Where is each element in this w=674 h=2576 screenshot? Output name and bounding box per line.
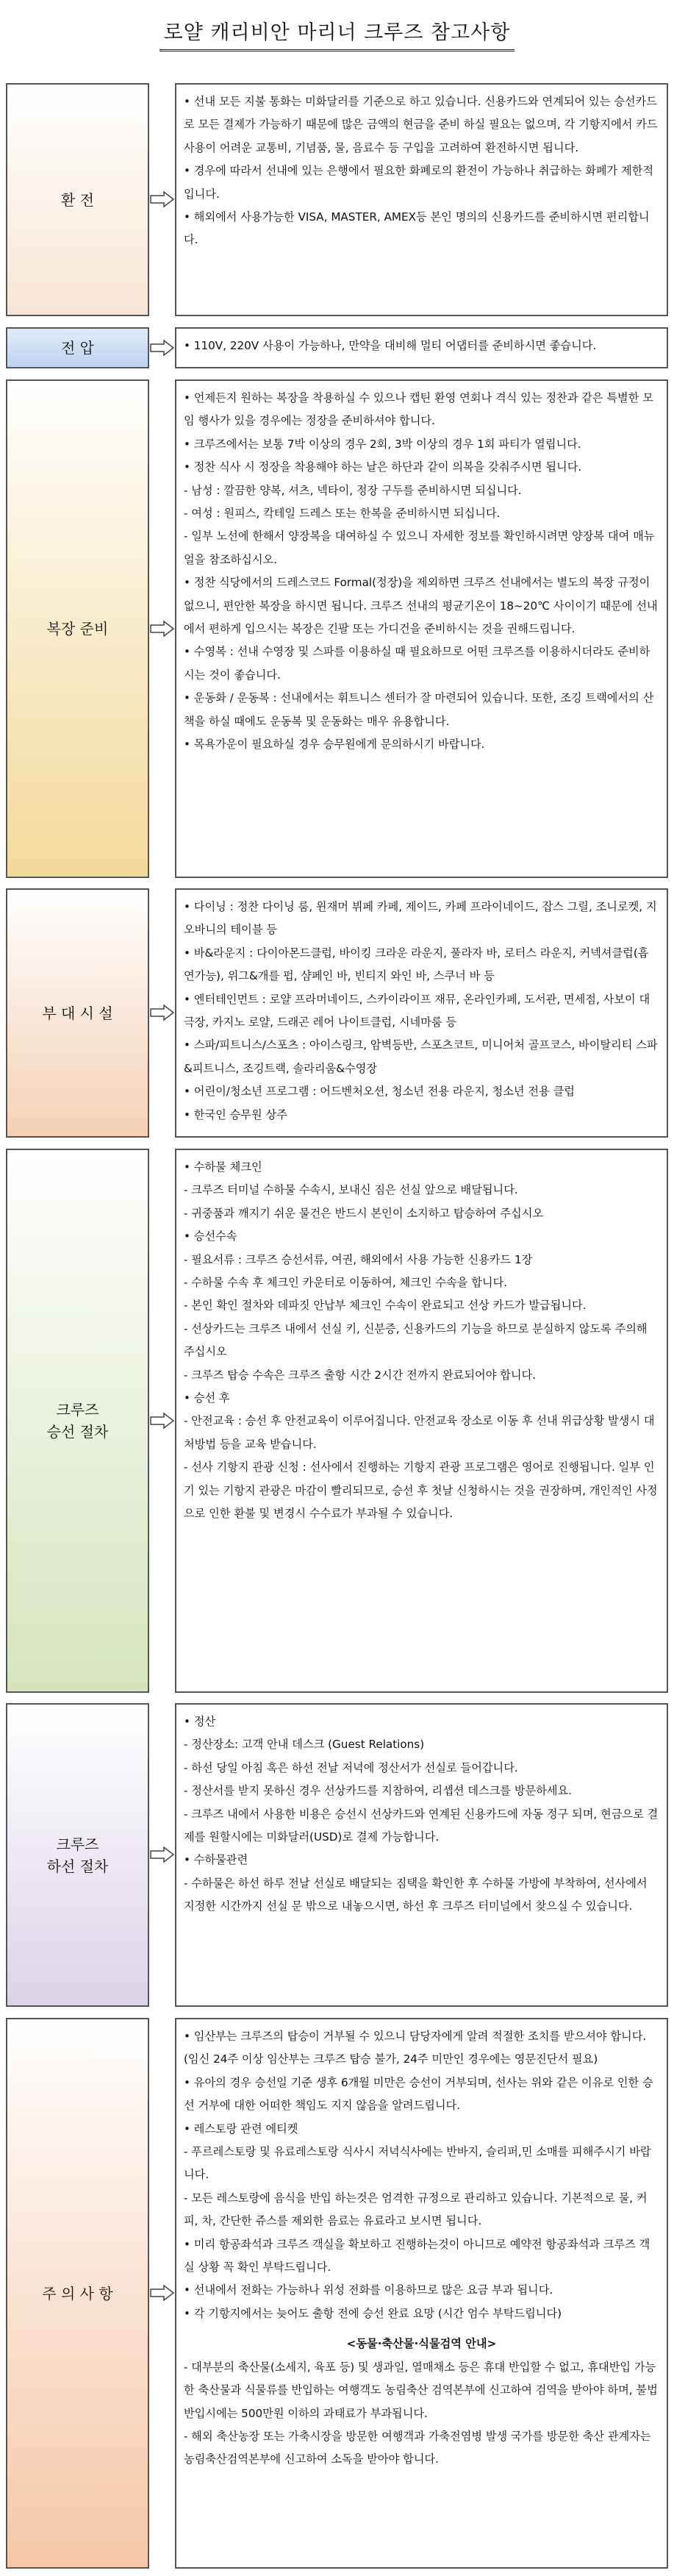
list-item: • 수영복 : 선내 수영장 및 스파를 이용하실 때 필요하므로 어떤 크루즈를 이용하시더라도 준비하시는 것이 좋습니다. <box>184 645 650 682</box>
list-item: • 스파/피트니스/스포츠 : 아이스링크, 암벽등반, 스포츠코트, 미니어처 골프코스, 바이탈리티 스파&피트니스, 조깅트랙, 솔라리움&수영장 <box>184 1038 658 1075</box>
list-item: - 선상카드는 크루즈 내에서 선실 키, 신분증, 신용카드의 기능을 하므로 분실하지 않도록 주의해 주십시오 <box>184 1321 648 1359</box>
section-label <box>6 2018 149 2569</box>
right-arrow-icon <box>149 2284 175 2302</box>
section-content <box>175 2018 668 2569</box>
list-item: - 남성 : 깔끔한 양복, 셔츠, 넥타이, 정장 구두를 준비하시면 되십니다. <box>184 483 522 497</box>
section-label <box>6 1703 149 2007</box>
list-item: • 어린이/청소년 프로그램 : 어드벤처오션, 청소년 전용 라운지, 청소년 전용 클럽 <box>184 1085 575 1099</box>
section-exchange <box>0 83 674 316</box>
list-item: • 미리 항공좌석과 크루즈 객실을 확보하고 진행하는것이 아니므로 예약전 항공좌석과 크루즈 객실 상황 꼭 확인 부탁드립니다. <box>184 2237 650 2274</box>
page-title: 로얄 캐리비안 마리너 크루즈 참고사항 <box>159 16 515 51</box>
section-label <box>6 1149 149 1693</box>
section-boarding <box>0 1149 674 1693</box>
section-content <box>175 327 668 368</box>
quarantine-heading: <동물·축산물·식물검역 안내> <box>346 2337 497 2351</box>
right-arrow-icon <box>149 190 175 208</box>
list-item: • 선내 모든 지불 통화는 미화달러를 기준으로 하고 있습니다. 신용카드와 연계되어 있는 승선카드로 모든 결제가 가능하기 때문에 많은 금액의 현금을 준비 하실 필요는 없으며, 각 기항지에서 카드 사용이 어려운 교통비, 기념품, 물, 음료수 등 구입을 고려하여 환전하시면 됩니다. <box>184 95 658 154</box>
right-arrow-icon <box>149 339 175 357</box>
section-label <box>6 888 149 1138</box>
section-content <box>175 1703 668 2007</box>
right-arrow-icon <box>149 1846 175 1863</box>
list-item: - 귀중품과 깨지기 쉬운 물건은 반드시 본인이 소지하고 탑승하여 주십시오 <box>184 1206 544 1220</box>
list-item: • 크루즈에서는 보통 7박 이상의 경우 2회, 3박 이상의 경우 1회 파티가 열립니다. <box>184 437 581 451</box>
list-item: - 본인 확인 절차와 데파짓 안납부 체크인 수속이 완료되고 선상 카드가 발급됩니다. <box>184 1299 587 1313</box>
list-item: - 정산서를 받지 못하신 경우 선상카드를 지참하여, 리셉션 데스크를 방문하세요. <box>184 1784 573 1798</box>
list-item: - 일부 노선에 한해서 양장복을 대여하실 수 있으니 자세한 정보를 확인하시려면 양장복 대여 매뉴얼을 참조하십시오. <box>184 529 655 566</box>
list-item: - 정산장소: 고객 안내 데스크 (Guest Relations) <box>184 1738 425 1752</box>
list-item: • 다이닝 : 정찬 다이닝 룸, 윈재머 뷔페 카페, 제이드, 카페 프라이네이드, 잡스 그릴, 조니로켓, 지오바니의 테이블 등 <box>184 900 657 937</box>
list-item: • 언제든지 원하는 복장을 착용하실 수 있으나 캡틴 환영 연회나 격식 있는 정찬과 같은 특별한 모임 행사가 있을 경우에는 정장을 준비하셔야 합니다. <box>184 391 653 428</box>
section-label <box>6 327 149 368</box>
list-item: • 정찬 식당에서의 드레스코드 Formal(정장)을 제외하면 크루즈 선내에서는 별도의 복장 규정이 없으니, 편안한 복장을 하시면 됩니다. 크루즈 선내의 평균기온이 18~20℃ 사이이기 때문에 선내에서 편하게 입으시는 복장은 긴팔 또는 가디건을 준비하시는 것을 권해드립니다. <box>184 576 658 636</box>
list-item: • 해외에서 사용가능한 VISA, MASTER, AMEX등 본인 명의의 신용카드를 준비하시면 편리합니다. <box>184 210 650 247</box>
section-content <box>175 1149 668 1693</box>
list-item: - 크루즈 탑승 수속은 크루즈 출항 시간 2시간 전까지 완료되어야 합니다. <box>184 1368 537 1382</box>
list-item: • 레스토랑 관련 에티켓 <box>184 2122 298 2136</box>
list-item: • 승선 후 <box>184 1391 230 1405</box>
list-item: - 모든 레스토랑에 음식을 반입 하는것은 엄격한 규정으로 관리하고 있습니다. 기본적으로 물, 커피, 차, 간단한 쥬스를 제외한 음료는 유료라고 보시면 됩니다. <box>184 2191 648 2228</box>
section-voltage <box>0 327 674 368</box>
section-label-text: 크루즈 승선 절차 <box>46 1401 109 1441</box>
list-item: • 운동화 / 운동복 : 선내에서는 휘트니스 센터가 잘 마련되어 있습니다. 또한, 조깅 트랙에서의 산책을 하실 때에도 운동복 및 운동화는 매우 유용합니다. <box>184 691 654 728</box>
list-item: • 바&라운지 : 다이아몬드클럽, 바이킹 크라운 라운지, 풀라자 바, 로터스 라운지, 커넥셔클럽(흡연가능), 위그&개를 펍, 샴페인 바, 빈티지 와인 바, 스쿠너 바 등 <box>184 946 649 983</box>
right-arrow-icon <box>149 1412 175 1430</box>
list-item: • 각 기항지에서는 늦어도 출항 전에 승선 완료 요망 (시간 엄수 부탁드립니다) <box>184 2306 562 2320</box>
list-item: - 선사 기항지 관광 신청 : 선사에서 진행하는 기항지 관광 프로그램은 영어로 진행됩니다. 일부 인기 있는 기항지 관광은 마감이 빨리되므로, 승선 후 첫날 신청하시는 것을 권장하며, 개인적인 사정으로 인한 환불 및 변경시 수수료가 부과될 수 있습니다. <box>184 1460 658 1521</box>
section-label <box>6 379 149 878</box>
list-item: - 하선 당일 아침 혹은 하선 전날 저녁에 정산서가 선실로 들어갑니다. <box>184 1760 518 1774</box>
list-item: - 수하물은 하선 하루 전날 선실로 배달되는 짐택을 확인한 후 수하물 가방에 부착하여, 선사에서 지정한 시간까지 선실 문 밖으로 내놓으시면, 하선 후 크루즈 터미널에서 찾으실 수 있습니다. <box>184 1876 648 1913</box>
list-item: - 해외 축산농장 또는 가축시장을 방문한 여행객과 가축전염병 발생 국가를 방문한 축산 관계자는 농림축산검역본부에 신고하여 소독을 받아야 합니다. <box>184 2429 651 2466</box>
list-item: - 크루즈 터미널 수하물 수속시, 보내신 짐은 선실 앞으로 배달됩니다. <box>184 1183 518 1197</box>
list-item: - 수하물 수속 후 체크인 카운터로 이동하여, 체크인 수속을 합니다. <box>184 1276 508 1290</box>
list-item: • 임산부는 크루즈의 탑승이 거부될 수 있으니 담당자에게 알려 적절한 조치를 받으셔야 합니다. (임신 24주 이상 임산부는 크루즈 탑승 불가, 24주 미만인 경우에는 영문진단서 필요) <box>184 2030 647 2066</box>
list-item: • 목욕가운이 필요하실 경우 승무원에게 문의하시기 바랍니다. <box>184 738 485 752</box>
list-item: • 경우에 따라서 선내에 있는 은행에서 필요한 화폐로의 환전이 가능하나 취급하는 화폐가 제한적입니다. <box>184 164 654 201</box>
section-disembark <box>0 1703 674 2007</box>
list-item: • 수하물 체크인 <box>184 1160 262 1174</box>
right-arrow-icon <box>149 620 175 638</box>
list-item: - 푸르레스토랑 및 유료레스토랑 식사시 저녁식사에는 반바지, 슬리퍼,민 소매를 피해주시기 바랍니다. <box>184 2145 651 2182</box>
list-item: - 안전교육 : 승선 후 안전교육이 이루어집니다. 안전교육 장소로 이동 후 선내 위급상황 발생시 대처방법 등을 교육 받습니다. <box>184 1414 655 1451</box>
section-dress <box>0 379 674 878</box>
section-label-text: 전 압 <box>61 339 94 357</box>
section-content <box>175 83 668 316</box>
section-facilities <box>0 888 674 1138</box>
list-item: - 여성 : 원피스, 칵테일 드레스 또는 한복을 준비하시면 되십니다. <box>184 507 501 521</box>
section-content <box>175 379 668 878</box>
list-item: • 정산 <box>184 1715 216 1728</box>
list-item: • 정찬 식사 시 정장을 착용해야 하는 날은 하단과 같이 의복을 갖춰주시면 됩니다. <box>184 460 582 474</box>
right-arrow-icon <box>149 1004 175 1021</box>
list-item: - 대부분의 축산물(소세지, 육포 등) 및 생과일, 열매채소 등은 휴대 반입할 수 없고, 휴대반입 가능한 축산물과 식물류를 반입하는 여행객도 농림축산 검역본부에 신고하여 검역을 받아야 하며, 불법 반입시에는 500만원 이하의 과태료가 부과됩니다. <box>184 2360 658 2420</box>
list-item: - 필요서류 : 크루즈 승선서류, 여권, 해외에서 사용 가능한 신용카드 1장 <box>184 1252 533 1266</box>
list-item: • 엔터테인먼트 : 로얄 프라머네이드, 스카이라이프 재뮤, 온라인카페, 도서관, 면세점, 사보이 대극장, 카지노 로얄, 드래곤 레어 나이트클럽, 시네마룸 등 <box>184 992 650 1030</box>
section-label-text: 크루즈 하선 절차 <box>46 1835 109 1875</box>
list-item: • 선내에서 전화는 가능하나 위성 전화를 이용하므로 많은 요금 부과 됩니다. <box>184 2283 553 2297</box>
title-wrap <box>0 16 674 51</box>
section-cautions <box>0 2018 674 2569</box>
list-item: • 수하물관련 <box>184 1853 248 1867</box>
section-content <box>175 888 668 1138</box>
section-label-text: 환 전 <box>61 190 94 209</box>
list-item: • 승선수속 <box>184 1230 237 1244</box>
section-label <box>6 83 149 316</box>
list-item: - 크루즈 내에서 사용한 비용은 승선시 선상카드와 연계된 신용카드에 자동 정구 되며, 현금으로 결제를 원할시에는 미화달러(USD)로 결제 가능합니다. <box>184 1807 659 1844</box>
list-item: • 유아의 경우 승선일 기준 생후 6개월 미만은 승선이 거부되며, 선사는 위와 같은 이유로 인한 승선 거부에 대한 어떠한 책임도 지지 않음을 알려드립니다. <box>184 2075 653 2113</box>
section-label-text: 복장 준비 <box>46 620 109 638</box>
list-item: • 한국인 승무원 상주 <box>184 1107 287 1121</box>
section-label-text: 부 대 시 설 <box>42 1004 113 1022</box>
list-item: • 110V, 220V 사용이 가능하나, 만약을 대비해 멀티 어댑터를 준비하시면 좋습니다. <box>184 339 597 352</box>
section-label-text: 주 의 사 항 <box>42 2284 113 2302</box>
